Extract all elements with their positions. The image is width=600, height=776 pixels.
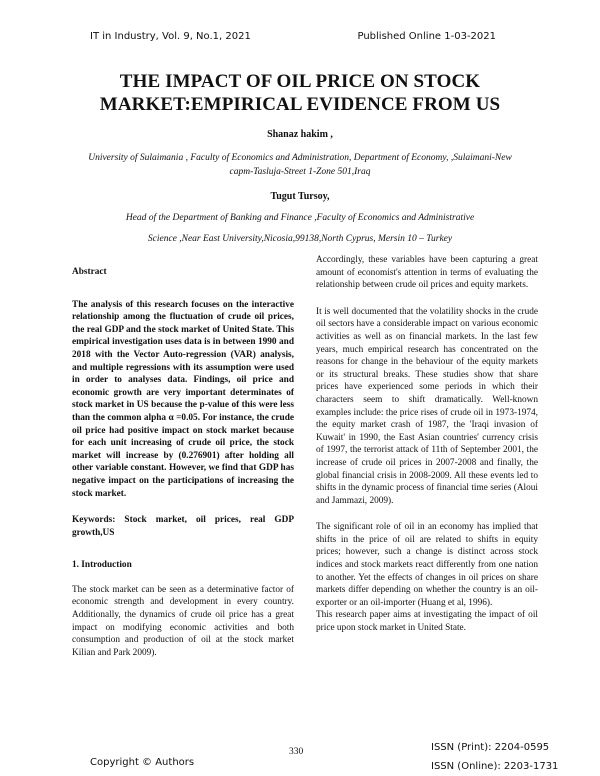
journal-header: IT in Industry, Vol. 9, No.1, 2021 — [90, 31, 251, 42]
introduction-text: The stock market can be seen as a determinative factor of economic strength and development in every country. Additionally, the dynamics of crude oil price has a great impact on modifying economic activities and both consumption and production of oil at the stock market Kilian and Park 2009). — [72, 584, 294, 658]
right-paragraph-4: This research paper aims at investigating the impact of oil price upon stock market in United State. — [316, 610, 538, 634]
right-paragraph-3: The significant role of oil in an economy has implied that shifts in the price of oil are related to shifts in equity prices; however, such a change is distinct across stock indices and stock markets react differently from one nation to another. Yet the effects of changes in oil prices on share markets differ depending on whether the country is an oil-exporter or an oil-importer (Huang et al, 1996). — [316, 522, 538, 608]
author-2-affiliation-line-1: Head of the Department of Banking and Finance ,Faculty of Economics and Administrative — [125, 213, 475, 223]
left-column — [72, 254, 294, 659]
published-date: Published Online 1-03-2021 — [357, 31, 496, 42]
title-line-2: MARKET:EMPIRICAL EVIDENCE FROM US — [99, 94, 501, 115]
abstract-text: The analysis of this research focuses on the interactive relationship among the fluctuation of crude oil prices, the real GDP and the stock market of United State. This empirical investigation uses data is in between 1990 and 2018 with the Vector Auto-regression (VAR) analysis, and multiple regressions with its assumption were used in order to analyses data. Findings, oil price and economic growth are very important determinates of stock market in US because the p-value of this were less than the common alpha α =0.05. For instance, the crude oil price had positive impact on stock market because for each unit increasing of crude oil price, the stock market will increase by (0.276901) after holding all other variable constant. However, we find that GDP has negative impact on the participations of increasing the stock market. — [72, 299, 294, 499]
author-2-name: Tugut Tursoy, — [270, 191, 330, 202]
abstract-heading: Abstract — [72, 267, 107, 277]
right-paragraph-1: Accordingly, these variables have been capturing a great amount of economist's attention in terms of evaluating the relationship between crude oil prices and equity markets. — [316, 255, 538, 291]
author-2-affiliation-line-2: Science ,Near East University,Nicosia,99138,North Cyprus, Mersin 10 – Turkey — [147, 234, 453, 244]
paper-title — [60, 70, 540, 116]
author-1-name: Shanaz hakim , — [267, 129, 333, 140]
issn-print: ISSN (Print): 2204-0595 — [431, 742, 550, 753]
issn-online: ISSN (Online): 2203-1731 — [431, 761, 559, 772]
copyright: Copyright © Authors — [90, 757, 195, 768]
title-line-1: THE IMPACT OF OIL PRICE ON STOCK — [119, 71, 481, 92]
keywords: Keywords: Stock market, oil prices, real GDP growth,US — [72, 515, 294, 538]
right-paragraph-2: It is well documented that the volatility shocks in the crude oil sectors have a considerable impact on various economic activities as well as on financial markets. In the last few years, much empirical research has concentrated on the reasons for change in the behaviour of the equity markets or its structural breaks. These studies show that share prices have experienced some periods in which their characters seem to shift dramatically. Well-known examples include: the price rises of crude oil in 1973-1974, the equity market crash of 1987, the 'Iraqi invasion of Kuwait' in 1990, the East Asian countries' currency crisis of 1997, the terrorist attack of 11th of September 2001, the increase of crude oil prices in 2007-2008 and finally, the global financial crisis in 2008-2009. All these events led to shifts in the dynamic process of financial time series (Aloui and Jammazi, 2009). — [316, 306, 538, 506]
author-1-affiliation: University of Sulaimania , Faculty of Economics and Administration, Department of Economy, ,Sulaimani-New capm-Tasluja-Street 1-Zone 501,Iraq — [88, 153, 512, 177]
right-column — [316, 254, 538, 635]
introduction-heading: 1. Introduction — [72, 560, 132, 571]
page-number: 330 — [289, 747, 304, 757]
